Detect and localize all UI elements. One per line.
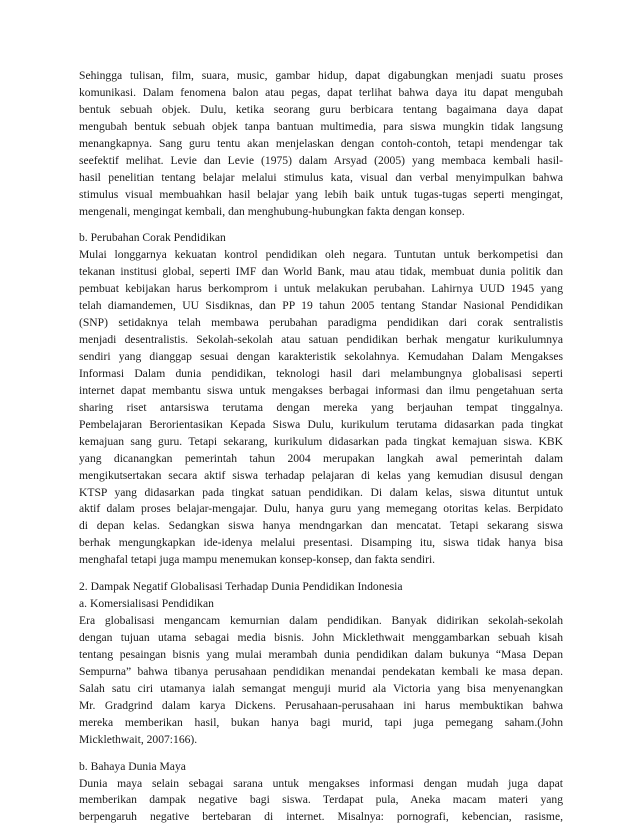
text-line: sharing riset antarsiswa terutama dengan mereka yang berjauhan tempat tinggalnya.	[79, 400, 563, 414]
text-line: yang dicanangkan pemerintah tahun 2004 merupakan langkah awal pemerintah dalam	[79, 451, 563, 465]
paragraph-spacer	[79, 749, 563, 759]
text-line: kemajuan sang guru. Tetapi sekarang, kurikulum didasarkan pada tingkat kemajuan siswa. KBK	[79, 434, 563, 448]
text-line: berpengaruh negative bertebaran di internet. Misalnya: pornografi, kebencian, rasisme,	[79, 810, 563, 824]
text-line: tekanan institusi global, seperti IMF dan World Bank, mau atau tidak, membuat dunia politik dan	[79, 265, 563, 279]
text-line: bentuk sebuah objek. Dulu, ketika seorang guru berbicara tentang bagaimana daya dapat	[79, 102, 563, 116]
text-line: hasil penelitian tentang belajar melalui stimulus kata, visual dan verbal menyimpulkan bahwa	[79, 170, 563, 184]
text-line: pembuat kebijakan harus berkomprom i untuk melakukan perubahan. Lahirnya UUD 1945 yang	[79, 282, 563, 296]
text-line: komunikasi. Dalam fenomena balon atau pegas, dapat terlihat bahwa daya itu dapat mengubah	[79, 85, 563, 99]
text-line: berhak mengungkapkan ide-idenya melalui presentasi. Disamping itu, siswa tidak hanya bisa	[79, 536, 563, 550]
text-line: Sempurna” bahwa tibanya perusahaan pendidikan menandai pendekatan kembali ke masa depan.	[79, 664, 563, 678]
text-line: Mr. Gradgrind dalam karya Dickens. Perusahaan-perusahaan ini harus membuktikan bahwa	[79, 698, 563, 712]
paragraph-bahaya-dunia-maya	[79, 759, 563, 826]
document-body	[79, 68, 563, 826]
text-line: Pembelajaran Berorientasikan Kepada Siswa Dulu, kurikulum terutama didasarkan pada tingkat	[79, 417, 563, 431]
text-line: dengan tujuan utama sebagai media bisnis. John Micklethwait menggambarkan sebuah kisah	[79, 631, 563, 644]
text-line: (SNP) setidaknya telah membawa perubahan paradigma pendidikan dari corak sentralistis	[79, 316, 563, 330]
text-line: Mulai longgarnya kekuatan kontrol pendidikan oleh negara. Tuntutan untuk berkompetisi dan	[79, 248, 563, 262]
text-line: stimulus visual membuahkan hasil belajar yang lebih baik untuk tugas-tugas seperti mengingat,	[79, 187, 563, 201]
text-line: internet dapat membantu siswa untuk mengakses berbagai informasi dan ilmu pengetahuan serta	[79, 383, 563, 397]
text-line: Dunia maya selain sebagai sarana untuk mengakses informasi dengan mudah juga dapat	[79, 776, 563, 790]
text-line: Salah satu ciri utamanya ialah semangat menguji murid ala Victoria yang bisa menyenangkan	[79, 681, 563, 695]
text-line: mereka memberikan hasil, bukan hanya bagi murid, tapi juga pemegang saham.(John	[79, 715, 563, 729]
text-line: mengubah bentuk sebuah objek tanpa bantuan multimedia, para siswa mungkin tidak langsung	[79, 119, 563, 133]
text-line: telah diamandemen, UU Sisdiknas, dan PP 19 tahun 2005 tentang Standar Nasional Pendidikan	[79, 299, 563, 313]
text-line: Micklethwait, 2007:166).	[79, 732, 198, 746]
text-line: mengikutsertakan secara aktif siswa terhadap pelajaran di kelas yang kemudian disusul dengan	[79, 468, 563, 482]
text-line: seefektif melihat. Levie dan Levie (1975) dalam Arsyad (2005) yang membaca kembali hasil-	[79, 153, 563, 167]
text-line: menghafal tetapi juga mampu menemukan konsep-konsep, dan fakta sendiri.	[79, 553, 436, 567]
text-line: 2. Dampak Negatif Globalisasi Terhadap Dunia Pendidikan Indonesia	[79, 580, 403, 594]
text-line: b. Bahaya Dunia Maya	[79, 759, 186, 773]
text-line: sendiri yang dianggap sesuai dengan karakteristik sekolahnya. Kemudahan Dalam Mengakses	[79, 350, 563, 363]
paragraph-dampak-negatif	[79, 579, 563, 748]
paragraph-perubahan-corak	[79, 230, 563, 569]
text-line: mengenali, mengingat kembali, dan menghubung-hubungkan fakta dengan konsep.	[79, 204, 465, 218]
paragraph-multimedia	[79, 68, 563, 220]
text-line: b. Perubahan Corak Pendidikan	[79, 231, 226, 245]
text-line: menangkapnya. Sang guru tentu akan menjelaskan dengan contoh-contoh, tetapi mendengar tak	[79, 136, 563, 150]
text-line: Sehingga tulisan, film, suara, music, gambar hidup, dapat digabungkan menjadi suatu proses	[79, 69, 563, 82]
text-line: di depan kelas. Sedangkan siswa hanya mendngarkan dan mencatat. Tetapi sekarang siswa	[79, 519, 563, 533]
text-line: KTSP yang didasarkan pada tingkat satuan pendidikan. Di dalam kelas, siswa dituntut untuk	[79, 485, 563, 499]
text-line: aktif dalam proses belajar-mengajar. Dulu, hanya guru yang memegang otoritas kelas. Berpidato	[79, 502, 563, 516]
text-line: Era globalisasi mengancam kemurnian dalam pendidikan. Banyak didirikan sekolah-sekolah	[79, 614, 563, 628]
text-line: menjadi desentralistis. Sekolah-sekolah atau satuan pendidikan berhak mengatur kurikulumnya	[79, 333, 563, 347]
paragraph-spacer	[79, 220, 563, 230]
text-line: a. Komersialisasi Pendidikan	[79, 597, 214, 611]
text-line: tentang pesaingan bisnis yang mulai merambah dunia pendidikan dalam bukunya “Masa Depan	[79, 647, 563, 661]
text-line: memberikan dampak negative bagi siswa. Terdapat pula, Aneka macam materi yang	[79, 793, 563, 807]
paragraph-spacer	[79, 569, 563, 579]
text-line: Informasi Dalam dunia pendidikan, teknologi hasil dari melambungnya globalisasi seperti	[79, 366, 563, 380]
